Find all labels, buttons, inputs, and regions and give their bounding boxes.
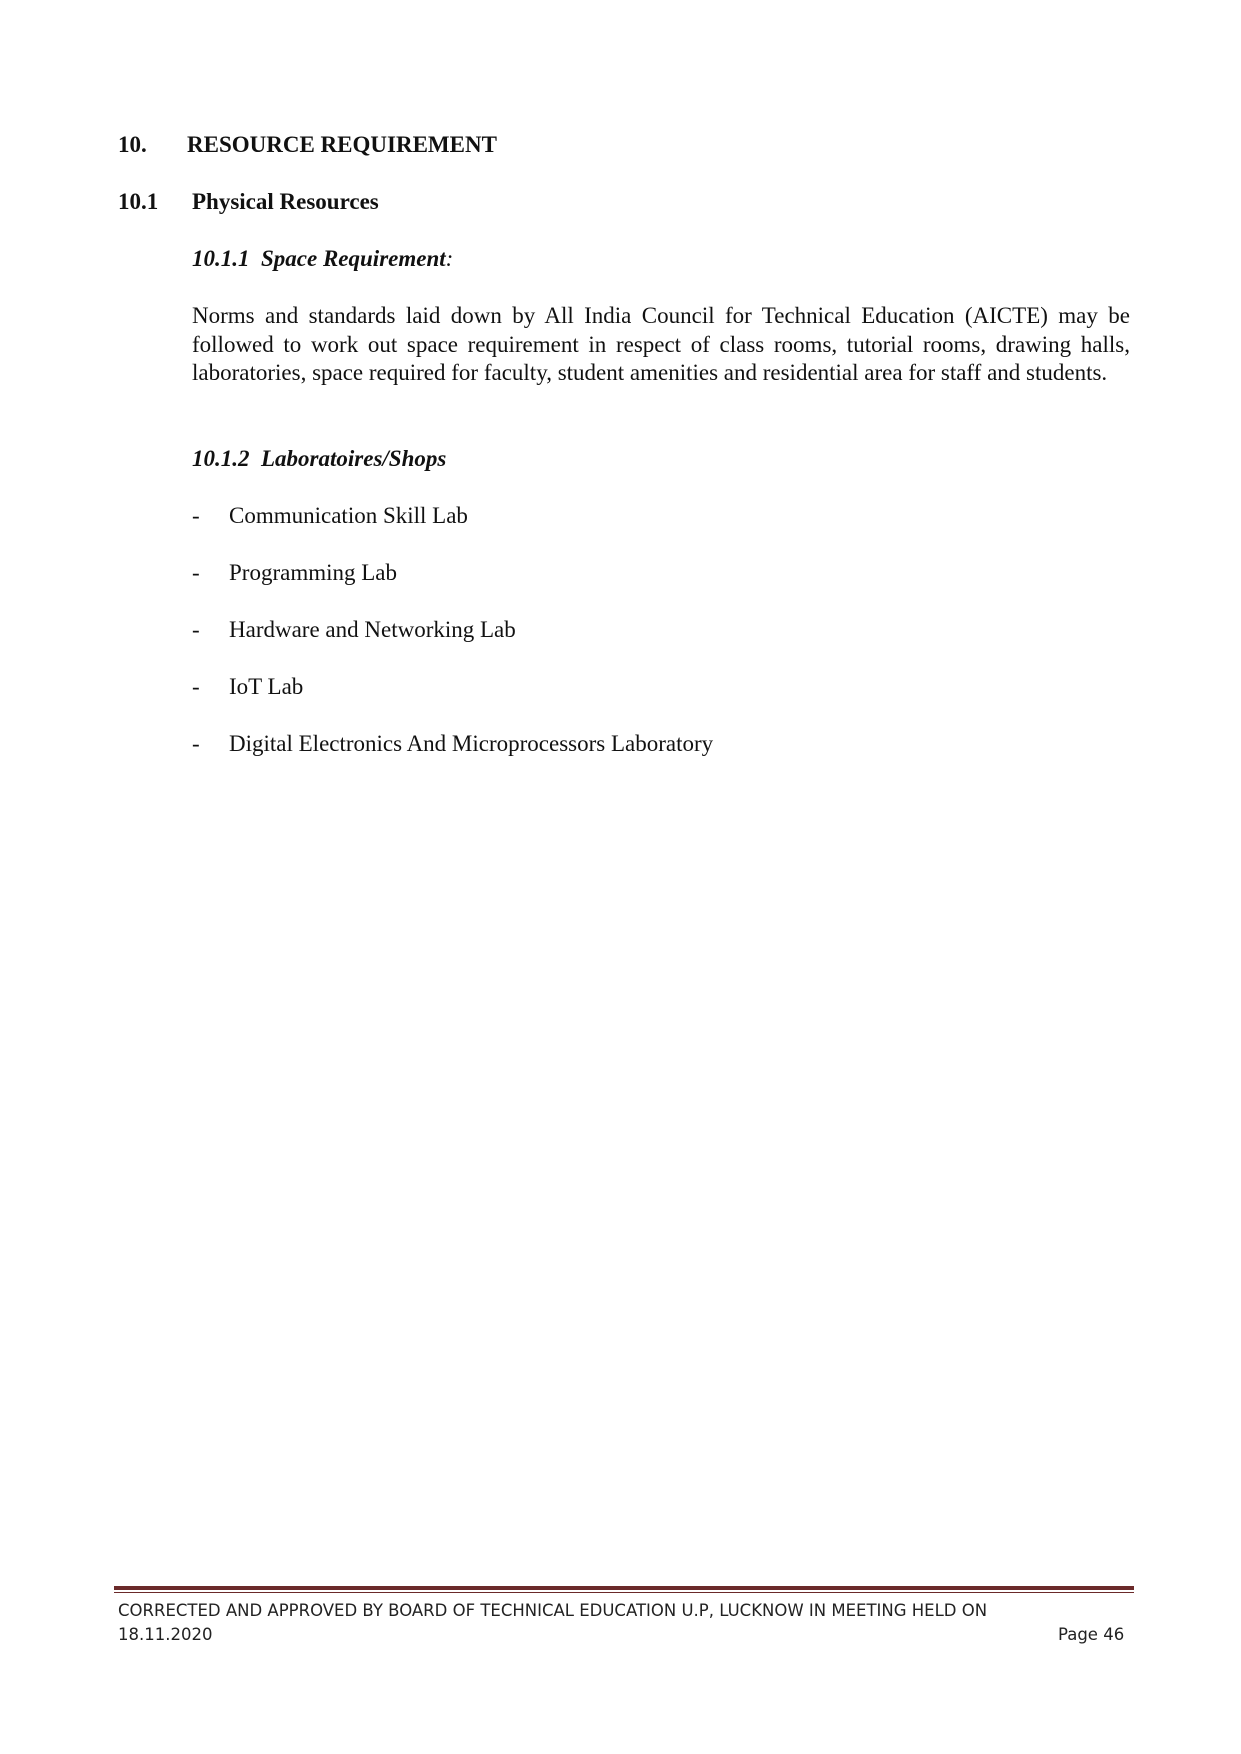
subsection-heading: [118, 189, 379, 215]
footer-approval-text: [118, 1599, 1132, 1647]
section-heading: [118, 132, 497, 158]
space-requirement-colon: :: [445, 246, 454, 271]
list-item-text: Communication Skill Lab: [229, 503, 468, 528]
list-item-text: IoT Lab: [229, 674, 304, 699]
subsection-number: 10.1: [118, 189, 159, 214]
list-item-text: Hardware and Networking Lab: [229, 617, 516, 642]
list-item-text: Digital Electronics And Microprocessors Laboratory: [229, 731, 714, 756]
list-bullet: -: [192, 731, 200, 756]
laboratories-heading: [192, 446, 446, 472]
footer-line-1: CORRECTED AND APPROVED BY BOARD OF TECHNICAL EDUCATION U.P, LUCKNOW IN MEETING HELD ON: [118, 1601, 988, 1620]
section-number: 10.: [118, 132, 147, 157]
list-item: [192, 560, 397, 586]
list-item: [192, 674, 303, 700]
footer-rule: [114, 1586, 1134, 1590]
space-requirement-paragraph: Norms and standards laid down by All India Council for Technical Education (AICTE) may be followed to work out space requirement in respect of class rooms, tutorial rooms, drawing halls, laboratories, space required for faculty, student amenities and residential area for staff and students.: [192, 303, 1130, 385]
section-title: RESOURCE REQUIREMENT: [187, 132, 497, 157]
list-bullet: -: [192, 674, 200, 699]
list-bullet: -: [192, 560, 200, 585]
space-requirement-heading: [192, 246, 453, 272]
subsection-title: Physical Resources: [192, 189, 379, 214]
laboratories-title: 10.1.2 Laboratoires/Shops: [192, 446, 447, 471]
list-item: [192, 617, 516, 643]
list-item: [192, 503, 468, 529]
space-requirement-title: 10.1.1 Space Requirement: [192, 246, 446, 271]
list-bullet: -: [192, 503, 200, 528]
list-item-text: Programming Lab: [229, 560, 397, 585]
list-bullet: -: [192, 617, 200, 642]
footer-rule-thin: [114, 1592, 1134, 1593]
page-number: Page 46: [1058, 1625, 1125, 1644]
footer-line-2: 18.11.2020: [118, 1625, 213, 1644]
list-item: [192, 731, 713, 757]
